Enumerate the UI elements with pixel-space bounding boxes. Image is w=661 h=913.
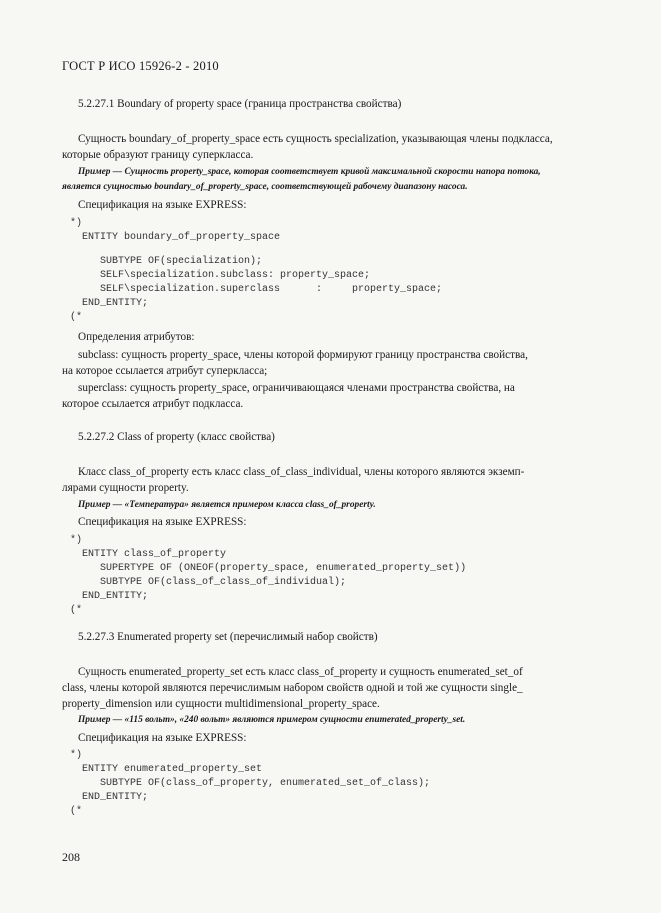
code-line: END_ENTITY; [70,591,149,602]
example-line: Пример — «115 вольт», «240 вольт» являются примером сущности enumerated_property_set. [78,715,466,725]
paragraph-line: лярами сущности property. [62,482,189,494]
section-heading-5-2-27-3: 5.2.27.3 Enumerated property set (перечислимый набор свойств) [78,631,378,643]
attribute-line: на которое ссылается атрибут суперкласса; [62,365,268,377]
spec-label: Спецификация на языке EXPRESS: [78,199,247,211]
code-line: *) [70,750,83,761]
section-heading-5-2-27-1: 5.2.27.1 Boundary of property space (граница пространства свойства) [78,98,402,110]
code-line: *) [70,218,83,229]
document-header: ГОСТ Р ИСО 15926-2 - 2010 [62,59,219,73]
example-line: Пример — «Температура» является примером класса class_of_property. [78,500,376,510]
attribute-line: которое ссылается атрибут подкласса. [62,398,244,410]
example-line: Пример — Сущность property_space, которая соответствует кривой максимальной скорости напора потока, [78,167,541,177]
attribute-line: subclass: сущность property_space, члены которой формируют границу пространства свойства, [78,349,528,361]
code-line: END_ENTITY; [70,298,149,309]
code-line: ENTITY class_of_property [70,549,227,560]
code-line: SELF\specialization.subclass: property_space; [70,270,371,281]
attributes-title: Определения атрибутов: [78,331,195,343]
code-line: (* [70,806,83,817]
paragraph-line: property_dimension или сущности multidimensional_property_space. [62,698,380,710]
code-line: SUBTYPE OF(specialization); [70,256,263,267]
code-line: *) [70,535,83,546]
spec-label: Спецификация на языке EXPRESS: [78,732,247,744]
code-line: SUPERTYPE OF (ONEOF(property_space, enumerated_property_set)) [70,563,467,574]
paragraph-line: Класс class_of_property есть класс class_of_class_individual, члены которого являются экземп- [78,466,525,478]
code-line: SUBTYPE OF(class_of_property, enumerated_set_of_class); [70,778,431,789]
code-line: SELF\specialization.superclass : property_space; [70,284,443,295]
paragraph-line: которые образуют границу суперкласса. [62,149,254,161]
code-line: ENTITY boundary_of_property_space [70,232,281,243]
attribute-line: superclass: сущность property_space, ограничивающаяся членами пространства свойства, на [78,382,515,394]
paragraph-line: Сущность enumerated_property_set есть класс class_of_property и сущность enumerated_set_of [78,666,523,678]
paragraph-line: class, члены которой являются перечислимым набором свойств одной и той же сущности single_ [62,682,523,694]
code-line: END_ENTITY; [70,792,149,803]
paragraph-line: Сущность boundary_of_property_space есть сущность specialization, указывающая члены подкласса, [78,133,553,145]
page-number: 208 [62,850,80,864]
example-line: является сущностью boundary_of_property_space, соответствующей рабочему диапазону насоса. [62,182,468,192]
code-line: (* [70,605,83,616]
code-line: SUBTYPE OF(class_of_class_of_individual); [70,577,347,588]
spec-label: Спецификация на языке EXPRESS: [78,516,247,528]
code-line: ENTITY enumerated_property_set [70,764,263,775]
section-heading-5-2-27-2: 5.2.27.2 Class of property (класс свойства) [78,431,275,443]
code-line: (* [70,312,83,323]
